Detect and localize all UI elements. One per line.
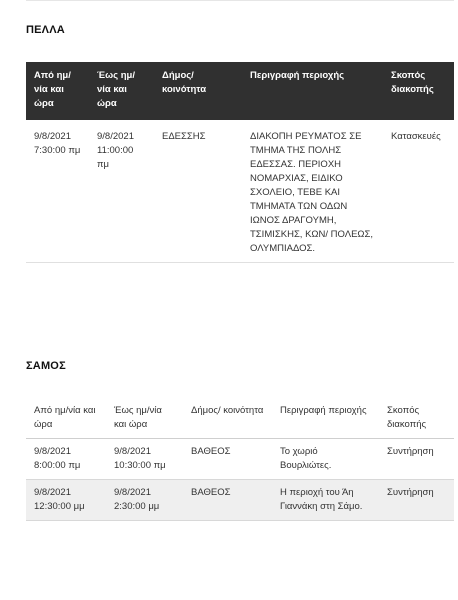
header-area-description: Περιγραφή περιοχής	[272, 398, 379, 439]
table-row	[26, 120, 454, 263]
outage-table-pella	[26, 62, 454, 263]
header-to: Έως ημ/νία και ώρα	[89, 62, 154, 120]
cell-purpose: Συντήρηση	[379, 439, 454, 480]
header-municipality: Δήμος/ κοινότητα	[154, 62, 242, 120]
header-purpose: Σκοπός διακοπής	[379, 398, 454, 439]
cell-purpose: Συντήρηση	[379, 480, 454, 521]
cell-to: 9/8/2021 2:30:00 μμ	[106, 480, 183, 521]
header-municipality: Δήμος/ κοινότητα	[183, 398, 272, 439]
table-row	[26, 439, 454, 480]
table-header-row	[26, 398, 454, 439]
cell-area-description: Το χωριό Βουρλιώτες.	[272, 439, 379, 480]
header-purpose: Σκοπός διακοπής	[383, 62, 454, 120]
section-title-samos: ΣΑΜΟΣ	[26, 360, 66, 372]
table-header-row	[26, 62, 454, 120]
cell-municipality: ΕΔΕΣΣΗΣ	[154, 120, 242, 263]
top-divider	[26, 0, 454, 1]
outage-table-samos	[26, 398, 454, 521]
cell-from: 9/8/2021 8:00:00 πμ	[26, 439, 106, 480]
cell-from: 9/8/2021 12:30:00 μμ	[26, 480, 106, 521]
table-row	[26, 480, 454, 521]
cell-municipality: ΒΑΘΕΟΣ	[183, 480, 272, 521]
cell-municipality: ΒΑΘΕΟΣ	[183, 439, 272, 480]
cell-area-description: ΔΙΑΚΟΠΗ ΡΕΥΜΑΤΟΣ ΣΕ ΤΜΗΜΑ ΤΗΣ ΠΟΛΗΣ ΕΔΕΣΣΑΣ. ΠΕΡΙΟΧΗ ΝΟΜΑΡΧΙΑΣ, ΕΙΔΙΚΟ ΣΧΟΛΕΙΟ, ΤΕΒΕ ΚΑΙ ΤΜΗΜΑΤΑ ΤΩΝ ΟΔΩΝ ΙΩΝΟΣ ΔΡΑΓΟΥΜΗ, ΤΣΙΜΙΣΚΗΣ, ΚΩΝ/ ΠΟΛΕΩΣ, ΟΛΥΜΠΙΑΔΟΣ.	[242, 120, 383, 263]
section-title-pella: ΠΕΛΛΑ	[26, 24, 65, 36]
header-from: Από ημ/νία και ώρα	[26, 62, 89, 120]
cell-from: 9/8/2021 7:30:00 πμ	[26, 120, 89, 263]
cell-to: 9/8/2021 10:30:00 πμ	[106, 439, 183, 480]
header-to: Έως ημ/νία και ώρα	[106, 398, 183, 439]
cell-area-description: Η περιοχή του Άη Γιαννάκη στη Σάμο.	[272, 480, 379, 521]
header-from: Από ημ/νία και ώρα	[26, 398, 106, 439]
cell-to: 9/8/2021 11:00:00 πμ	[89, 120, 154, 263]
cell-purpose: Κατασκευές	[383, 120, 454, 263]
header-area-description: Περιγραφή περιοχής	[242, 62, 383, 120]
